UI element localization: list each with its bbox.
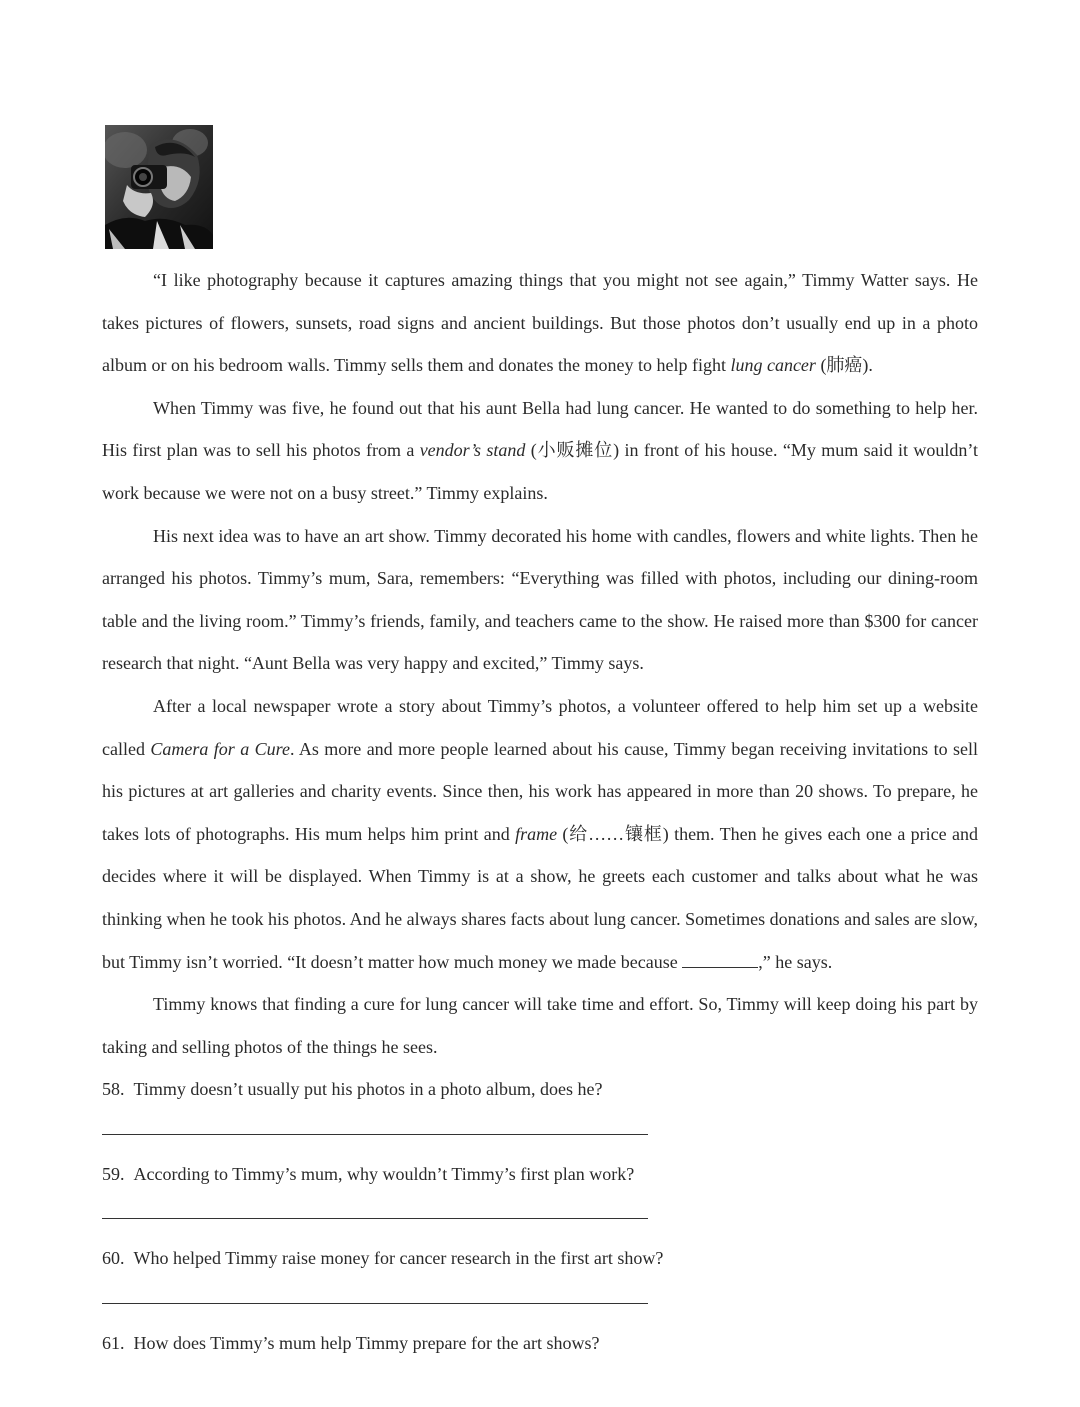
question-text: Timmy doesn’t usually put his photos in a photo album, does he? [133,1079,603,1100]
paragraph-5: Timmy knows that finding a cure for lung cancer will take time and effort. So, Timmy will keep doing his part by taking and selling photos of the things he sees. [102,994,978,1057]
question-text: According to Timmy’s mum, why wouldn’t Timmy’s first plan work? [133,1163,635,1184]
question-59 [102,1153,978,1196]
paragraph-4 [102,685,978,983]
paragraph-2-tail: (小贩摊位) in front of his house. “My mum said it wouldn’t work because we were not on a busy street.” Timmy explains. [102,440,978,503]
paragraph-2 [102,387,978,515]
answer-line-59[interactable] [102,1195,978,1237]
paragraph-1-text: “I like photography because it captures amazing things that you might not see again,” Timmy Watter says. He takes pictures of flowers, sunsets, road signs and ancient buildings. But those photos don’t usually end up in a photo album or on his bedroom walls. Timmy sells them and donates the money to help fight [102,270,978,376]
camera-photo-image [105,125,213,249]
question-60 [102,1237,978,1280]
boy-with-camera-photo [105,125,213,249]
paragraph-4-middle: . As more and more people learned about his cause, Timmy began receiving invitations to sell his pictures at art galleries and charity events. Since then, his work has appeared in more than 20 shows. To prepare, he takes lots of photographs. His mum helps him print and [102,738,978,844]
answer-line-58[interactable] [102,1111,978,1153]
question-number: 58. [102,1079,125,1100]
question-58 [102,1068,978,1111]
paragraph-4-middle-2: (给……镶框) them. Then he gives each one a price and decides where it will be displayed. When Timmy is at a show, he greets each customer and talks about what he was thinking when he took his photos. And he always shares facts about lung cancer. Sometimes donations and sales are slow, but Timmy isn’t worried. “It doesn’t matter how much money we made because [102,823,978,972]
paragraph-4-tail: ,” he says. [758,951,833,972]
question-number: 59. [102,1163,125,1184]
paragraph-4-text: After a local newspaper wrote a story about Timmy’s photos, a volunteer offered to help him set up a website called [102,695,978,759]
reading-passage [102,259,978,1365]
paragraph-1 [102,259,978,387]
paragraph-3: His next idea was to have an art show. Timmy decorated his home with candles, flowers and white lights. Then he arranged his photos. Timmy’s mum, Sara, remembers: “Everything was filled with photos, including our dining-room table and the living room.” Timmy’s friends, family, and teachers came to the show. He raised more than $300 for cancer research that night. “Aunt Bella was very happy and excited,” Timmy says. [102,525,978,674]
question-text: Who helped Timmy raise money for cancer research in the first art show? [133,1248,664,1269]
term-camera-for-a-cure: Camera for a Cure [150,738,290,759]
paragraph-1-tail: (肺癌). [815,355,873,376]
term-vendors-stand: vendor’s stand [419,440,526,461]
question-61 [102,1322,978,1365]
paragraph-2-text: When Timmy was five, he found out that his aunt Bella had lung cancer. He wanted to do something to help her. His first plan was to sell his photos from a [102,397,978,461]
question-text: How does Timmy’s mum help Timmy prepare for the art shows? [133,1333,600,1354]
question-number: 61. [102,1333,125,1354]
term-lung-cancer: lung cancer [730,355,816,376]
answer-line-60[interactable] [102,1280,978,1322]
term-frame: frame [515,823,558,844]
question-number: 60. [102,1248,125,1269]
answer-blank[interactable] [682,953,758,968]
